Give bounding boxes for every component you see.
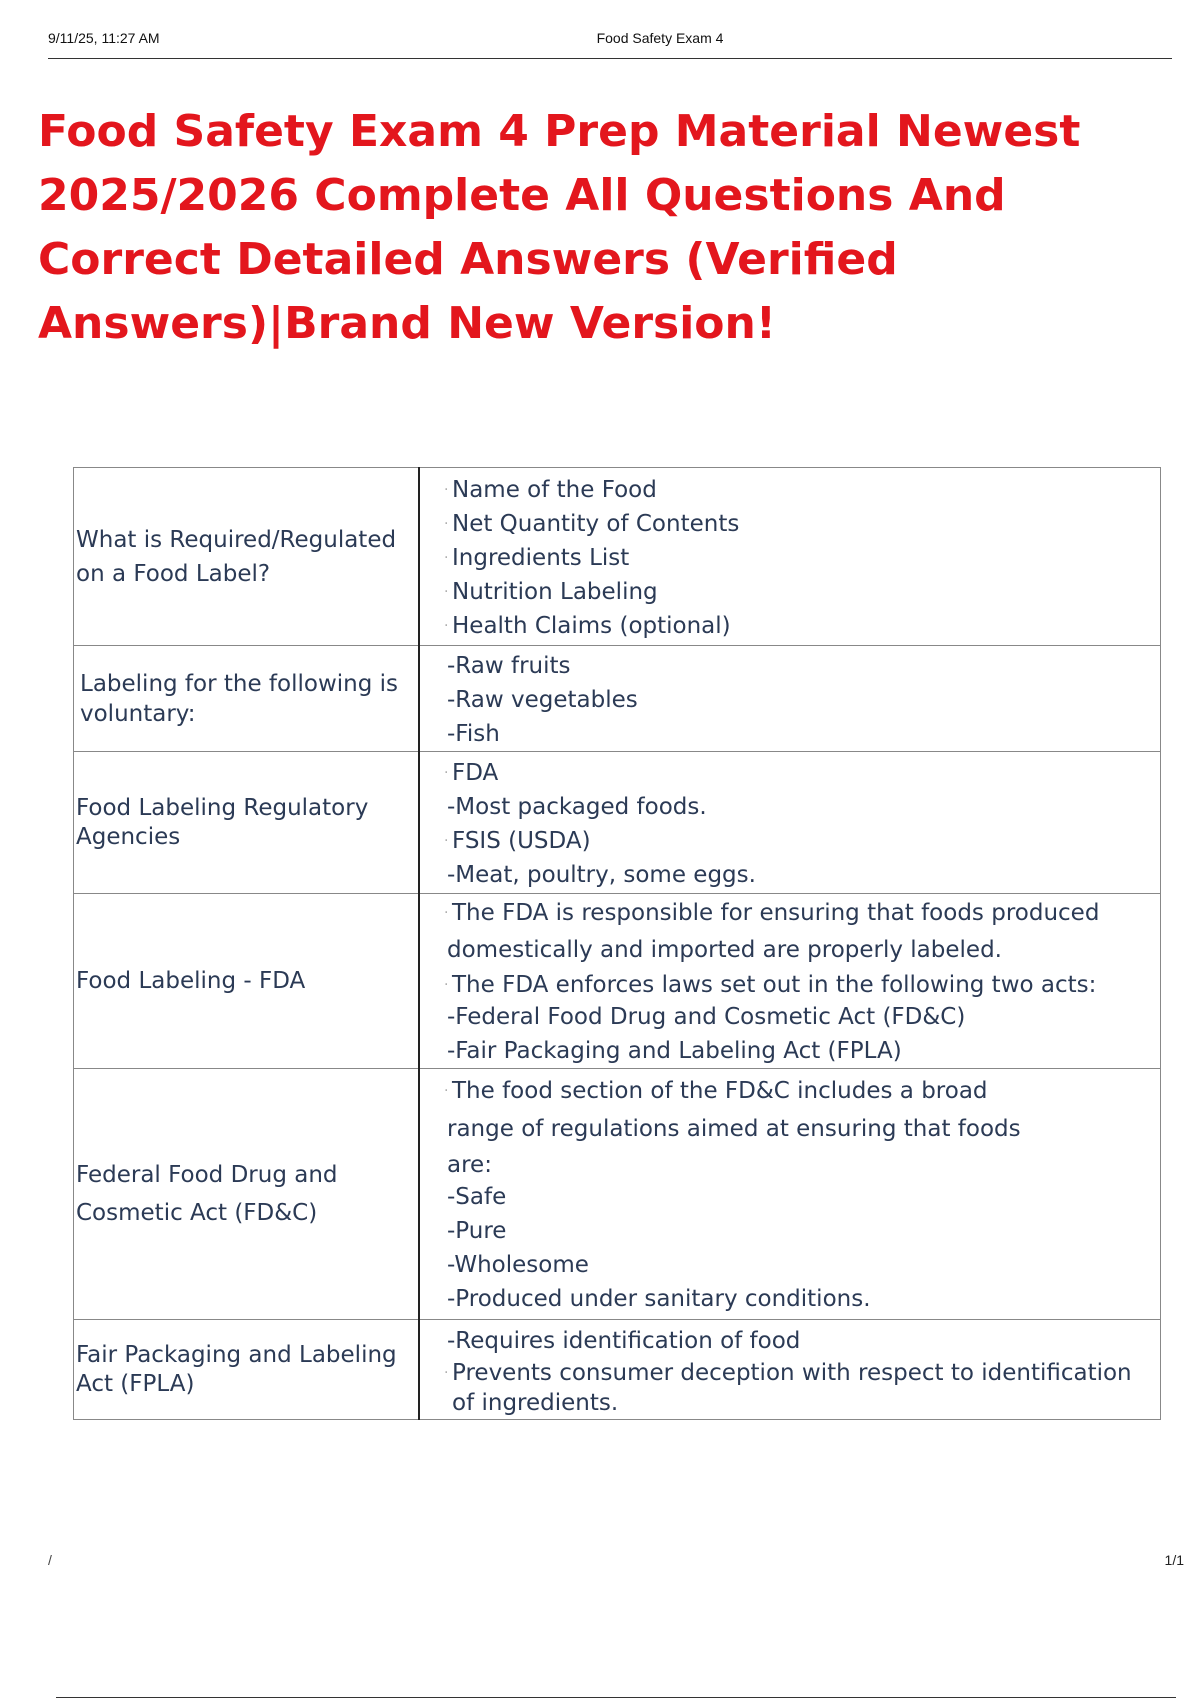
table-row — [74, 1320, 1161, 1420]
document-title: Food Safety Exam 4 Prep Material Newest 2025/2026 Complete All Questions And Correct Detailed Answers (Verified Answers)|Brand New Version! — [38, 106, 1081, 349]
answer-line: · The FDA enforces laws set out in the following two acts: — [452, 970, 1152, 1000]
answer-line: -Safe — [447, 1184, 507, 1210]
question-cell: Food Labeling Regulatory Agencies — [74, 752, 420, 894]
answer-line: -Wholesome — [447, 1252, 589, 1278]
question-cell: Labeling for the following is voluntary: — [74, 646, 420, 752]
answer-line: -Federal Food Drug and Cosmetic Act (FD&C) — [447, 1004, 966, 1030]
print-doc-title: Food Safety Exam 4 — [596, 30, 724, 46]
answer-line: -Fair Packaging and Labeling Act (FPLA) — [447, 1038, 902, 1064]
answer-line: · FSIS (USDA) — [452, 824, 1152, 858]
question-cell: Food Labeling - FDA — [74, 894, 420, 1069]
answer-line: -Requires identification of food — [447, 1327, 801, 1354]
table-row — [74, 646, 1161, 752]
answer-line: -Raw vegetables — [447, 686, 638, 713]
page-number: 1/1 — [1164, 1552, 1184, 1568]
answer-cell — [419, 1069, 1161, 1320]
table-row — [74, 1069, 1161, 1320]
question-cell: Federal Food Drug and Cosmetic Act (FD&C) — [74, 1069, 420, 1320]
answer-line: -Pure — [447, 1218, 507, 1244]
answer-line: -Fish — [447, 720, 500, 747]
question-cell: Fair Packaging and Labeling Act (FPLA) — [74, 1320, 420, 1420]
answer-line: · The food section of the FD&C includes a broad — [452, 1074, 1152, 1108]
table-row — [74, 894, 1161, 1069]
answer-line: -Most packaged foods. — [447, 793, 707, 820]
answer-line: · Name of the Food — [452, 473, 1152, 507]
answer-line: · The FDA is responsible for ensuring that foods produced — [452, 896, 1152, 930]
table-row — [74, 752, 1161, 894]
print-header — [48, 30, 1172, 59]
print-datetime: 9/11/25, 11:27 AM — [48, 30, 160, 46]
bottom-rule — [56, 1697, 1176, 1698]
answer-line: -Raw fruits — [447, 652, 571, 679]
answer-line: · Prevents consumer deception with respect to identification of ingredients. — [452, 1358, 1152, 1418]
answer-line: · Net Quantity of Contents — [452, 507, 1152, 541]
qa-table — [73, 467, 1161, 1420]
answer-line: -Meat, poultry, some eggs. — [447, 861, 756, 888]
answer-line: range of regulations aimed at ensuring that foods — [447, 1116, 1021, 1142]
answer-line: · FDA — [452, 756, 1152, 790]
answer-line: · Ingredients List — [452, 541, 1152, 575]
table-row — [74, 468, 1161, 646]
answer-line: are: — [447, 1152, 492, 1178]
answer-cell — [419, 1320, 1161, 1420]
answer-line: · Nutrition Labeling — [452, 575, 1152, 609]
answer-line: domestically and imported are properly labeled. — [447, 937, 1002, 963]
question-cell: What is Required/Regulated on a Food Label? — [74, 468, 420, 646]
answer-line: -Produced under sanitary conditions. — [447, 1286, 871, 1312]
answer-line: · Health Claims (optional) — [452, 609, 1152, 643]
footer-url: / — [48, 1552, 52, 1568]
answer-cell — [419, 752, 1161, 894]
answer-cell — [419, 894, 1161, 1069]
answer-cell — [419, 468, 1161, 646]
answer-cell — [419, 646, 1161, 752]
